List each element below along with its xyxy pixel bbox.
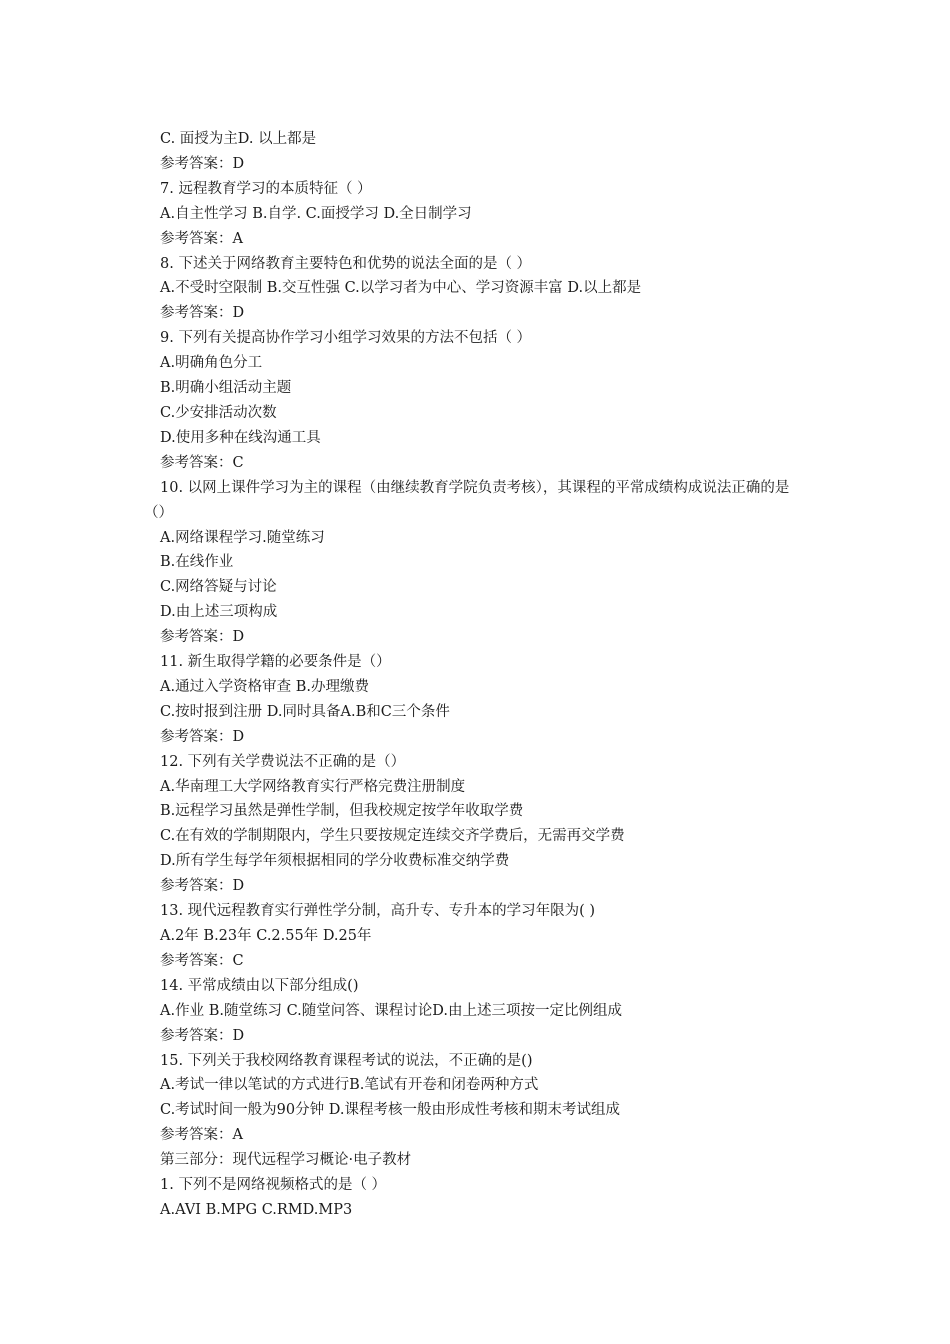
options-line: A.考试一律以笔试的方式进行B.笔试有开卷和闭卷两种方式 — [160, 1077, 539, 1094]
answer-line: 参考答案：D — [160, 728, 245, 745]
options-line: A.2年 B.23年 C.2.55年 D.25年 — [160, 928, 372, 944]
options-line: A.通过入学资格审查 B.办理缴费 — [160, 678, 369, 695]
answer-line: 参考答案：D — [160, 155, 245, 172]
option-line: B.明确小组活动主题 — [160, 380, 292, 397]
answer-line: 参考答案：A — [160, 1127, 243, 1144]
option-line: D.由上述三项构成 — [160, 604, 278, 621]
options-line: A.作业 B.随堂练习 C.随堂问答、课程讨论D.由上述三项按一定比例组成 — [160, 1002, 622, 1019]
options-line: A.AVI B.MPG C.RMD.MP3 — [160, 1201, 353, 1218]
option-line: A.华南理工大学网络教育实行严格完费注册制度 — [160, 778, 466, 795]
question-line: 11. 新生取得学籍的必要条件是（） — [160, 654, 391, 671]
option-line: A.网络课程学习.随堂练习 — [160, 529, 325, 546]
document-body — [144, 127, 804, 1223]
section-heading: 第三部分：现代远程学习概论·电子教材 — [160, 1152, 412, 1169]
answer-line: 参考答案：C — [160, 454, 244, 471]
option-line: D.所有学生每学年须根据相同的学分收费标准交纳学费 — [160, 853, 510, 870]
text-line: C. 面授为主D. 以上都是 — [160, 131, 317, 147]
question-line: 14. 平常成绩由以下部分组成() — [160, 977, 359, 994]
option-line: B.在线作业 — [160, 554, 234, 571]
answer-line: 参考答案：A — [160, 230, 243, 247]
option-line: C.网络答疑与讨论 — [160, 579, 277, 596]
answer-line: 参考答案：D — [160, 305, 245, 322]
question-line: 10. 以网上课件学习为主的课程（由继续教育学院负责考核），其课程的平常成绩构成说法正确的是（） — [144, 479, 790, 521]
options-line: C.按时报到注册 D.同时具备A.B和C三个条件 — [160, 703, 450, 720]
option-line: C.在有效的学制期限内，学生只要按规定连续交齐学费后，无需再交学费 — [160, 828, 625, 845]
question-line: 8. 下述关于网络教育主要特色和优势的说法全面的是（ ） — [160, 255, 532, 272]
options-line: C.考试时间一般为90分钟 D.课程考核一般由形成性考核和期末考试组成 — [160, 1102, 620, 1119]
options-line: A.不受时空限制 B.交互性强 C.以学习者为中心、学习资源丰富 D.以上都是 — [160, 280, 642, 297]
question-line: 13. 现代远程教育实行弹性学分制，高升专、专升本的学习年限为( ) — [160, 903, 596, 920]
question-line: 7. 远程教育学习的本质特征（ ） — [160, 180, 372, 197]
option-line: A.明确角色分工 — [160, 355, 263, 372]
answer-line: 参考答案：D — [160, 878, 245, 895]
option-line: C.少安排活动次数 — [160, 404, 277, 421]
answer-line: 参考答案：D — [160, 629, 245, 646]
answer-line: 参考答案：D — [160, 1027, 245, 1044]
question-line: 1. 下列不是网络视频格式的是（ ） — [160, 1177, 387, 1194]
question-line: 12. 下列有关学费说法不正确的是（） — [160, 753, 406, 770]
answer-line: 参考答案：C — [160, 952, 244, 969]
option-line: D.使用多种在线沟通工具 — [160, 429, 321, 446]
question-line: 9. 下列有关提高协作学习小组学习效果的方法不包括（ ） — [160, 330, 532, 347]
option-line: B.远程学习虽然是弹性学制，但我校规定按学年收取学费 — [160, 803, 524, 820]
options-line: A.自主性学习 B.自学. C.面授学习 D.全日制学习 — [160, 205, 472, 222]
question-line: 15. 下列关于我校网络教育课程考试的说法，不正确的是() — [160, 1052, 533, 1069]
